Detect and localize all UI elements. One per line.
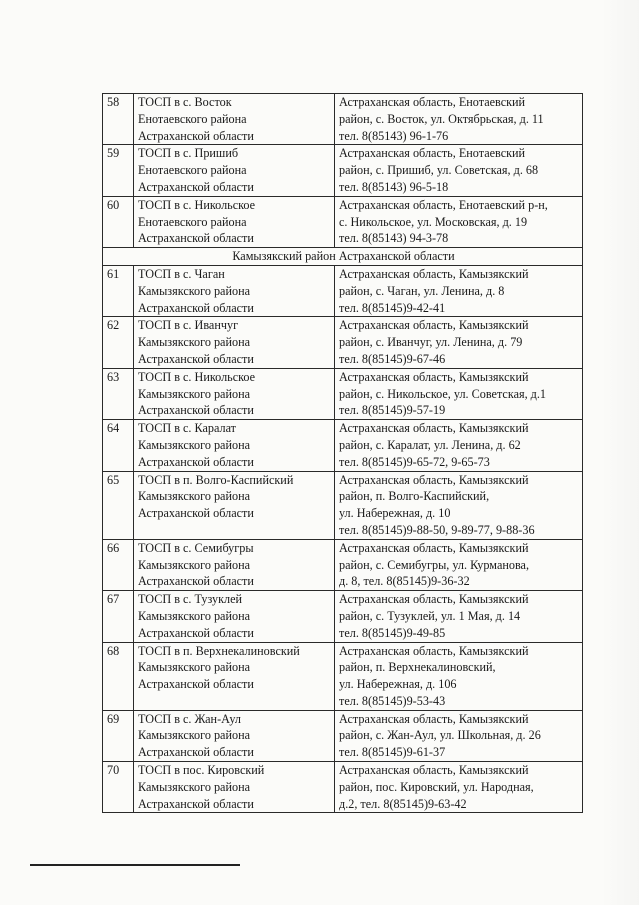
- office-name-line: Камызякского района: [138, 489, 251, 504]
- office-name-line: Астраханской области: [138, 300, 254, 315]
- address-line: тел. 8(85145)9-42-41: [339, 300, 446, 315]
- office-name-line: Астраханской области: [138, 454, 254, 469]
- address-line: район, с. Восток, ул. Октябрьская, д. 11: [339, 111, 544, 126]
- address-line: Астраханская область, Енотаевский: [339, 95, 526, 109]
- address-line: тел. 8(85145)9-61-37: [339, 745, 446, 760]
- office-name-line: Камызякского района: [138, 386, 251, 401]
- office-name-line: Камызякского района: [138, 779, 251, 794]
- office-name-line: ТОСП в пос. Кировский: [138, 763, 265, 778]
- scan-shadow: [600, 0, 639, 905]
- address-cell: [335, 710, 583, 761]
- table-row: [103, 539, 583, 590]
- office-name-cell: [134, 591, 335, 642]
- table-row: [103, 94, 583, 145]
- row-number: 66: [103, 539, 134, 590]
- address-cell: [335, 420, 583, 471]
- office-name-line: ТОСП в п. Волго-Каспийский: [138, 472, 294, 487]
- address-line: район, с. Никольское, ул. Советская, д.1: [339, 386, 547, 401]
- address-line: тел. 8(85145)9-49-85: [339, 625, 446, 640]
- office-name-line: Камызякского района: [138, 660, 251, 675]
- address-line: тел. 8(85145)9-88-50, 9-89-77, 9-88-36: [339, 522, 535, 537]
- office-name-cell: [134, 196, 335, 247]
- address-cell: [335, 642, 583, 710]
- office-name-line: Астраханской области: [138, 677, 254, 692]
- office-name-line: Енотаевского района: [138, 214, 247, 229]
- address-line: с. Никольское, ул. Московская, д. 19: [339, 214, 528, 229]
- address-line: район, с. Каралат, ул. Ленина, д. 62: [339, 437, 521, 452]
- office-name-line: Астраханской области: [138, 796, 254, 811]
- office-name-cell: [134, 762, 335, 813]
- address-line: тел. 8(85145)9-53-43: [339, 693, 446, 708]
- office-name-line: ТОСП в с. Семибугры: [138, 540, 254, 555]
- office-name-cell: [134, 145, 335, 196]
- address-cell: [335, 265, 583, 316]
- address-line: район, пос. Кировский, ул. Народная,: [339, 779, 534, 794]
- office-name-line: Астраханской области: [138, 128, 254, 143]
- office-name-line: Астраханской области: [138, 403, 254, 418]
- table-row: [103, 710, 583, 761]
- row-number: 65: [103, 471, 134, 539]
- row-number: 58: [103, 94, 134, 145]
- address-line: тел. 8(85145)9-65-72, 9-65-73: [339, 454, 490, 469]
- row-number: 68: [103, 642, 134, 710]
- office-name-line: Астраханской области: [138, 231, 254, 246]
- district-heading: Камызякский район Астраханской области: [103, 248, 583, 266]
- office-name-line: Камызякского района: [138, 728, 251, 743]
- address-line: ул. Набережная, д. 10: [339, 506, 451, 521]
- office-name-line: ТОСП в с. Никольское: [138, 369, 256, 384]
- table-row: [103, 368, 583, 419]
- address-line: д. 8, тел. 8(85145)9-36-32: [339, 574, 470, 589]
- row-number: 63: [103, 368, 134, 419]
- office-name-cell: [134, 642, 335, 710]
- office-name-cell: [134, 317, 335, 368]
- address-cell: [335, 94, 583, 145]
- office-name-line: ТОСП в с. Жан-Аул: [138, 711, 241, 726]
- footer-rule: [30, 864, 240, 866]
- table-row: [103, 471, 583, 539]
- office-name-line: Астраханской области: [138, 625, 254, 640]
- row-number: 62: [103, 317, 134, 368]
- office-name-line: Астраханской области: [138, 351, 254, 366]
- address-line: Астраханская область, Камызякский: [339, 318, 529, 333]
- address-line: район, с. Семибугры, ул. Курманова,: [339, 557, 530, 572]
- table-row: [103, 265, 583, 316]
- office-name-line: ТОСП в с. Чаган: [138, 266, 225, 281]
- address-line: Астраханская область, Енотаевский: [339, 146, 526, 161]
- office-name-cell: [134, 368, 335, 419]
- table-row: [103, 196, 583, 247]
- address-line: Астраханская область, Енотаевский р-н,: [339, 197, 548, 212]
- address-cell: [335, 368, 583, 419]
- address-cell: [335, 539, 583, 590]
- office-name-line: Камызякского района: [138, 283, 251, 298]
- office-name-line: ТОСП в с. Каралат: [138, 421, 237, 436]
- office-name-line: ТОСП в с. Пришиб: [138, 146, 239, 161]
- row-number: 67: [103, 591, 134, 642]
- office-name-line: Камызякского района: [138, 608, 251, 623]
- office-name-line: Камызякского района: [138, 335, 251, 350]
- address-line: Астраханская область, Камызякский: [339, 472, 529, 487]
- row-number: 69: [103, 710, 134, 761]
- address-line: ул. Набережная, д. 106: [339, 677, 457, 692]
- address-line: Астраханская область, Камызякский: [339, 643, 529, 658]
- address-cell: [335, 591, 583, 642]
- office-name-line: Енотаевского района: [138, 163, 247, 178]
- office-name-line: Енотаевского района: [138, 111, 247, 126]
- district-section: [103, 248, 583, 266]
- address-line: д.2, тел. 8(85145)9-63-42: [339, 796, 467, 811]
- office-name-line: ТОСП в п. Верхнекалиновский: [138, 643, 300, 658]
- registry-table: [102, 93, 583, 813]
- office-name-line: Камызякского района: [138, 437, 251, 452]
- office-name-cell: [134, 265, 335, 316]
- office-name-line: ТОСП в с. Тузуклей: [138, 592, 243, 607]
- address-line: район, с. Пришиб, ул. Советская, д. 68: [339, 163, 539, 178]
- address-line: Астраханская область, Камызякский: [339, 711, 529, 726]
- address-line: район, с. Иванчуг, ул. Ленина, д. 79: [339, 335, 523, 350]
- table-row: [103, 145, 583, 196]
- address-cell: [335, 762, 583, 813]
- office-name-line: Астраханской области: [138, 574, 254, 589]
- address-cell: [335, 196, 583, 247]
- rows-after: [103, 265, 583, 813]
- district-heading-row: [103, 248, 583, 266]
- address-line: Астраханская область, Камызякский: [339, 592, 529, 607]
- address-line: район, с. Тузуклей, ул. 1 Мая, д. 14: [339, 608, 521, 623]
- office-name-line: Астраханской области: [138, 506, 254, 521]
- row-number: 61: [103, 265, 134, 316]
- address-line: Астраханская область, Камызякский: [339, 369, 529, 384]
- address-cell: [335, 471, 583, 539]
- row-number: 70: [103, 762, 134, 813]
- address-line: район, п. Волго-Каспийский,: [339, 489, 490, 504]
- row-number: 60: [103, 196, 134, 247]
- office-name-line: Камызякского района: [138, 557, 251, 572]
- office-name-line: Астраханской области: [138, 745, 254, 760]
- row-number: 64: [103, 420, 134, 471]
- address-cell: [335, 145, 583, 196]
- office-name-cell: [134, 539, 335, 590]
- office-name-line: ТОСП в с. Иванчуг: [138, 318, 239, 333]
- office-name-cell: [134, 710, 335, 761]
- office-name-cell: [134, 471, 335, 539]
- office-name-line: ТОСП в с. Восток: [138, 95, 232, 109]
- rows-before: [103, 94, 583, 248]
- office-name-cell: [134, 94, 335, 145]
- address-line: тел. 8(85143) 96-1-76: [339, 128, 449, 143]
- address-line: тел. 8(85143) 96-5-18: [339, 179, 449, 194]
- address-line: Астраханская область, Камызякский: [339, 763, 529, 778]
- table-row: [103, 420, 583, 471]
- office-name-line: Астраханской области: [138, 179, 254, 194]
- address-line: район, п. Верхнекалиновский,: [339, 660, 496, 675]
- address-line: тел. 8(85145)9-67-46: [339, 351, 446, 366]
- office-name-line: ТОСП в с. Никольское: [138, 197, 256, 212]
- address-line: Астраханская область, Камызякский: [339, 421, 529, 436]
- table-row: [103, 591, 583, 642]
- address-line: район, с. Жан-Аул, ул. Школьная, д. 26: [339, 728, 541, 743]
- address-line: тел. 8(85143) 94-3-78: [339, 231, 449, 246]
- row-number: 59: [103, 145, 134, 196]
- table-row: [103, 762, 583, 813]
- table-row: [103, 642, 583, 710]
- address-line: Астраханская область, Камызякский: [339, 540, 529, 555]
- address-line: район, с. Чаган, ул. Ленина, д. 8: [339, 283, 505, 298]
- address-cell: [335, 317, 583, 368]
- address-line: Астраханская область, Камызякский: [339, 266, 529, 281]
- table-row: [103, 317, 583, 368]
- address-line: тел. 8(85145)9-57-19: [339, 403, 446, 418]
- office-name-cell: [134, 420, 335, 471]
